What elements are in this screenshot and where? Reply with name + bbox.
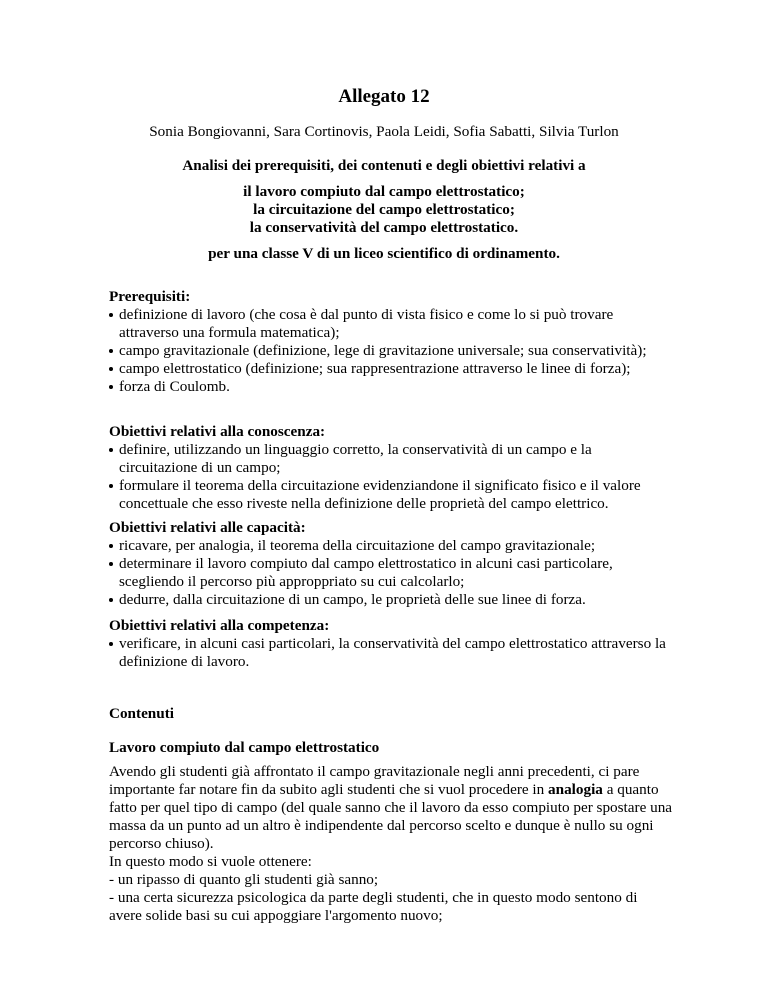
list-item-text: definire, utilizzando un linguaggio corretto, la conservatività di un campo e la circuitazione di un campo; — [119, 441, 592, 476]
bullet-icon — [109, 598, 113, 602]
section-conoscenza — [109, 423, 669, 513]
section-title: Obiettivi relativi alle capacità: — [109, 519, 306, 536]
bullet-icon — [109, 544, 113, 548]
bullet-icon — [109, 448, 113, 452]
list-item-text: dedurre, dalla circuitazione di un campo, le proprietà delle sue linee di forza. — [119, 591, 586, 608]
document-title: Allegato 12 — [338, 86, 430, 107]
list-item-text: definizione di lavoro (che cosa è dal punto di vista fisico e come lo si può trovare attraverso una formula matematica); — [119, 306, 614, 341]
list-item — [109, 537, 669, 555]
bullet-list — [109, 635, 669, 671]
section-subtitle: Lavoro compiuto dal campo elettrostatico — [109, 739, 380, 756]
list-item-text: ricavare, per analogia, il teorema della circuitazione del campo gravitazionale; — [119, 537, 596, 554]
bullet-icon — [109, 367, 113, 371]
document-heading — [0, 157, 768, 263]
heading-line-1: Analisi dei prerequisiti, dei contenuti e degli obiettivi relativi a — [182, 157, 586, 174]
body-text — [109, 763, 674, 925]
heading-line-3: la circuitazione del campo elettrostatico; — [253, 201, 515, 218]
list-item — [109, 342, 669, 360]
section-title: Prerequisiti: — [109, 288, 191, 305]
list-item — [109, 441, 669, 477]
paragraph-line: In questo modo si vuole ottenere: — [109, 853, 312, 870]
heading-line-4: la conservatività del campo elettrostatico. — [249, 219, 519, 236]
heading-line-5: per una classe V di un liceo scientifico di ordinamento. — [208, 245, 560, 262]
section-title: Obiettivi relativi alla conoscenza: — [109, 423, 326, 440]
list-item — [109, 378, 669, 396]
authors-line: Sonia Bongiovanni, Sara Cortinovis, Paola Leidi, Sofia Sabatti, Silvia Turlon — [149, 123, 619, 140]
list-item-text: campo gravitazionale (definizione, lege di gravitazione universale; sua conservatività); — [119, 342, 647, 359]
bullet-icon — [109, 484, 113, 488]
paragraph — [109, 763, 674, 853]
bullet-icon — [109, 562, 113, 566]
bullet-list — [109, 306, 669, 396]
list-item — [109, 360, 669, 378]
list-item — [109, 555, 669, 591]
list-item — [109, 306, 669, 342]
section-competenza — [109, 617, 669, 671]
section-title: Obiettivi relativi alla competenza: — [109, 617, 330, 634]
heading-line-2: il lavoro compiuto dal campo elettrostatico; — [243, 183, 525, 200]
list-item-text: forza di Coulomb. — [119, 378, 230, 395]
section-prerequisiti — [109, 288, 669, 396]
paragraph-line: - un ripasso di quanto gli studenti già sanno; — [109, 871, 379, 888]
paragraph-text: Avendo gli studenti già affrontato il campo gravitazionale negli anni precedenti, ci pare importante far notare fin da subito agli studenti che si vuol procedere in — [109, 763, 640, 798]
bullet-list — [109, 537, 669, 609]
list-item-text: verificare, in alcuni casi particolari, la conservatività del campo elettrostatico attraverso la definizione di lavoro. — [119, 635, 666, 670]
section-lavoro — [109, 739, 669, 757]
list-item — [109, 477, 669, 513]
bullet-icon — [109, 642, 113, 646]
paragraph-text: a quanto fatto per quel tipo di campo (del quale sanno che il lavoro da esso compiuto per spostare una massa da un punto ad un altro è indipendente dal percorso scelto e dunque è nullo su ogni percorso chiuso). — [109, 781, 673, 852]
bullet-icon — [109, 349, 113, 353]
section-title: Contenuti — [109, 705, 174, 722]
bullet-icon — [109, 313, 113, 317]
list-item — [109, 591, 669, 609]
list-item-text: formulare il teorema della circuitazione evidenziandone il significato fisico e il valore concettuale che esso riveste nella definizione delle proprietà del campo elettrico. — [119, 477, 641, 512]
bullet-icon — [109, 385, 113, 389]
paragraph-line: - una certa sicurezza psicologica da parte degli studenti, che in questo modo sentono di avere solide basi su cui appoggiare l'argomento nuovo; — [109, 889, 638, 924]
list-item — [109, 635, 669, 671]
list-item-text: campo elettrostatico (definizione; sua rappresentrazione attraverso le linee di forza); — [119, 360, 631, 377]
list-item-text: determinare il lavoro compiuto dal campo elettrostatico in alcuni casi particolare, scegliendo il percorso più approppriato su cui calcolarlo; — [119, 555, 613, 590]
bullet-list — [109, 441, 669, 513]
section-contenuti — [109, 705, 669, 723]
section-capacita — [109, 519, 669, 609]
emphasis-text: analogia — [548, 781, 603, 798]
